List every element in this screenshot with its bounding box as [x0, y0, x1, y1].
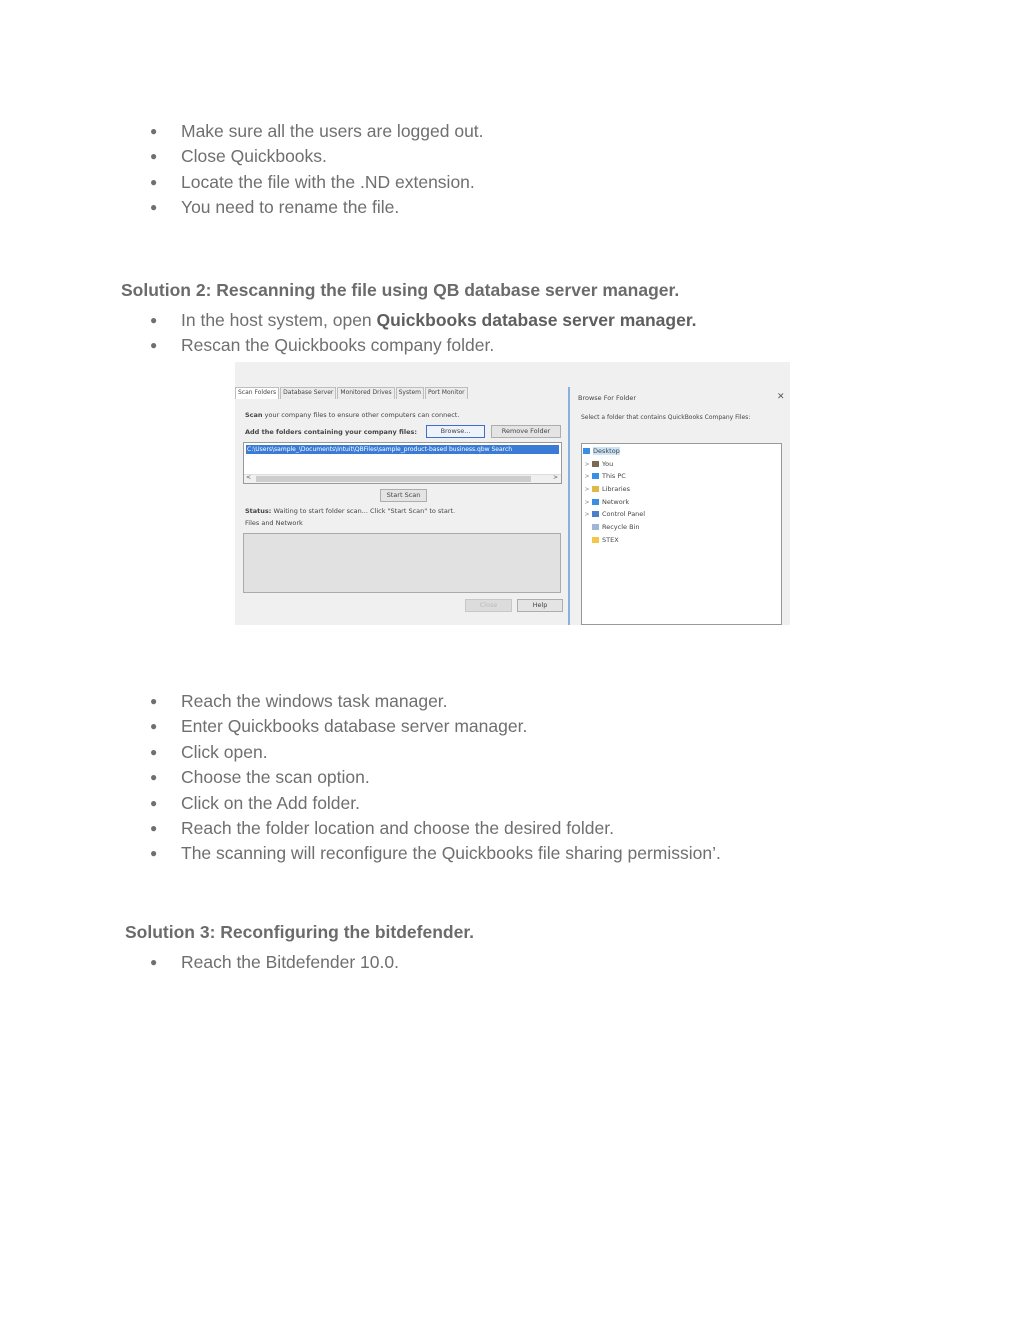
solution-2-heading: Solution 2: Rescanning the file using QB database server manager. — [121, 280, 680, 300]
list-item: ● Enter Quickbooks database server manager. — [150, 714, 721, 739]
chevron-right-icon[interactable]: > — [584, 511, 590, 518]
list-item: ● Click on the Add folder. — [150, 791, 721, 816]
start-scan-button[interactable]: Start Scan — [380, 489, 427, 502]
tree-item-network[interactable]: > Network — [582, 496, 629, 508]
list-item: ● Click open. — [150, 740, 721, 765]
browse-button[interactable]: Browse... — [426, 425, 485, 438]
chevron-right-icon[interactable]: > — [584, 486, 590, 493]
folder-path-item[interactable]: C:\Users\sample_\Documents\Intuit\QBFiles\sample_product-based business.qbw Search — [246, 445, 559, 454]
list-item-bold-text: Quickbooks database server manager. — [376, 310, 697, 330]
libraries-icon — [592, 486, 599, 492]
status-line: Status: Waiting to start folder scan... Click "Start Scan" to start. — [245, 507, 456, 515]
user-icon — [592, 461, 599, 467]
remove-folder-button[interactable]: Remove Folder — [491, 425, 561, 438]
bullet-list-solution-2 — [150, 308, 697, 359]
list-item: ● You need to rename the file. — [150, 195, 484, 220]
dialog-instruction: Select a folder that contains QuickBooks Company Files: — [581, 414, 751, 421]
tree-item-you[interactable]: > You — [582, 458, 613, 470]
tab-system[interactable]: System — [396, 387, 424, 399]
tree-item-this-pc[interactable]: > This PC — [582, 470, 626, 482]
list-item: ● Reach the folder location and choose the desired folder. — [150, 816, 721, 841]
browse-for-folder-dialog — [568, 387, 790, 625]
tab-database-server[interactable]: Database Server — [280, 387, 336, 399]
chevron-right-icon[interactable]: > — [584, 473, 590, 480]
files-and-network-label: Files and Network — [245, 519, 303, 527]
tree-item-stex[interactable]: STEX — [582, 534, 619, 546]
list-item — [150, 308, 697, 333]
control-panel-icon — [592, 511, 599, 517]
network-icon — [592, 499, 599, 505]
list-item: ● The scanning will reconfigure the Quickbooks file sharing permission’. — [150, 841, 721, 866]
computer-icon — [592, 473, 599, 479]
tree-item-control-panel[interactable]: > Control Panel — [582, 508, 645, 520]
tree-item-recycle-bin[interactable]: Recycle Bin — [582, 521, 639, 533]
desktop-icon — [583, 448, 590, 454]
list-item: ● Reach the windows task manager. — [150, 689, 721, 714]
solution-3-heading: Solution 3: Reconfiguring the bitdefender. — [125, 922, 475, 942]
tab-strip — [235, 387, 469, 399]
scan-results-box — [243, 533, 561, 593]
list-item: ● Make sure all the users are logged out. — [150, 119, 484, 144]
tab-monitored-drives[interactable]: Monitored Drives — [337, 387, 394, 399]
scrollbar-thumb[interactable] — [256, 476, 531, 482]
list-item: ● Rescan the Quickbooks company folder. — [150, 333, 697, 358]
tree-item-desktop[interactable]: Desktop — [582, 445, 620, 457]
scroll-right-icon[interactable]: > — [552, 474, 558, 481]
close-button[interactable]: Close — [465, 599, 512, 612]
chevron-right-icon[interactable]: > — [584, 461, 590, 468]
bullet-list-precautions — [150, 119, 484, 221]
help-button[interactable]: Help — [517, 599, 563, 612]
folder-icon — [592, 537, 599, 543]
bullet-list-solution-3 — [150, 950, 399, 975]
database-server-manager-screenshot — [235, 362, 790, 625]
horizontal-scrollbar[interactable] — [244, 474, 561, 483]
close-icon[interactable]: ✕ — [777, 392, 785, 402]
list-item-text: In the host system, open — [181, 310, 377, 330]
dialog-title: Browse For Folder — [578, 394, 637, 402]
list-item: ● Reach the Bitdefender 10.0. — [150, 950, 399, 975]
tree-item-libraries[interactable]: > Libraries — [582, 483, 630, 495]
tab-port-monitor[interactable]: Port Monitor — [425, 387, 468, 399]
scan-description: Scan your company files to ensure other computers can connect. — [245, 411, 460, 419]
bullet-list-steps — [150, 689, 721, 867]
folder-list[interactable] — [243, 442, 562, 484]
folder-tree[interactable] — [581, 443, 782, 625]
list-item: ● Locate the file with the .ND extension. — [150, 170, 484, 195]
add-folders-label: Add the folders containing your company files: — [245, 428, 417, 436]
tab-scan-folders[interactable]: Scan Folders — [235, 387, 279, 399]
scroll-left-icon[interactable]: < — [246, 474, 252, 481]
chevron-right-icon[interactable]: > — [584, 499, 590, 506]
recycle-bin-icon — [592, 524, 599, 530]
list-item: ● Close Quickbooks. — [150, 144, 484, 169]
list-item: ● Choose the scan option. — [150, 765, 721, 790]
